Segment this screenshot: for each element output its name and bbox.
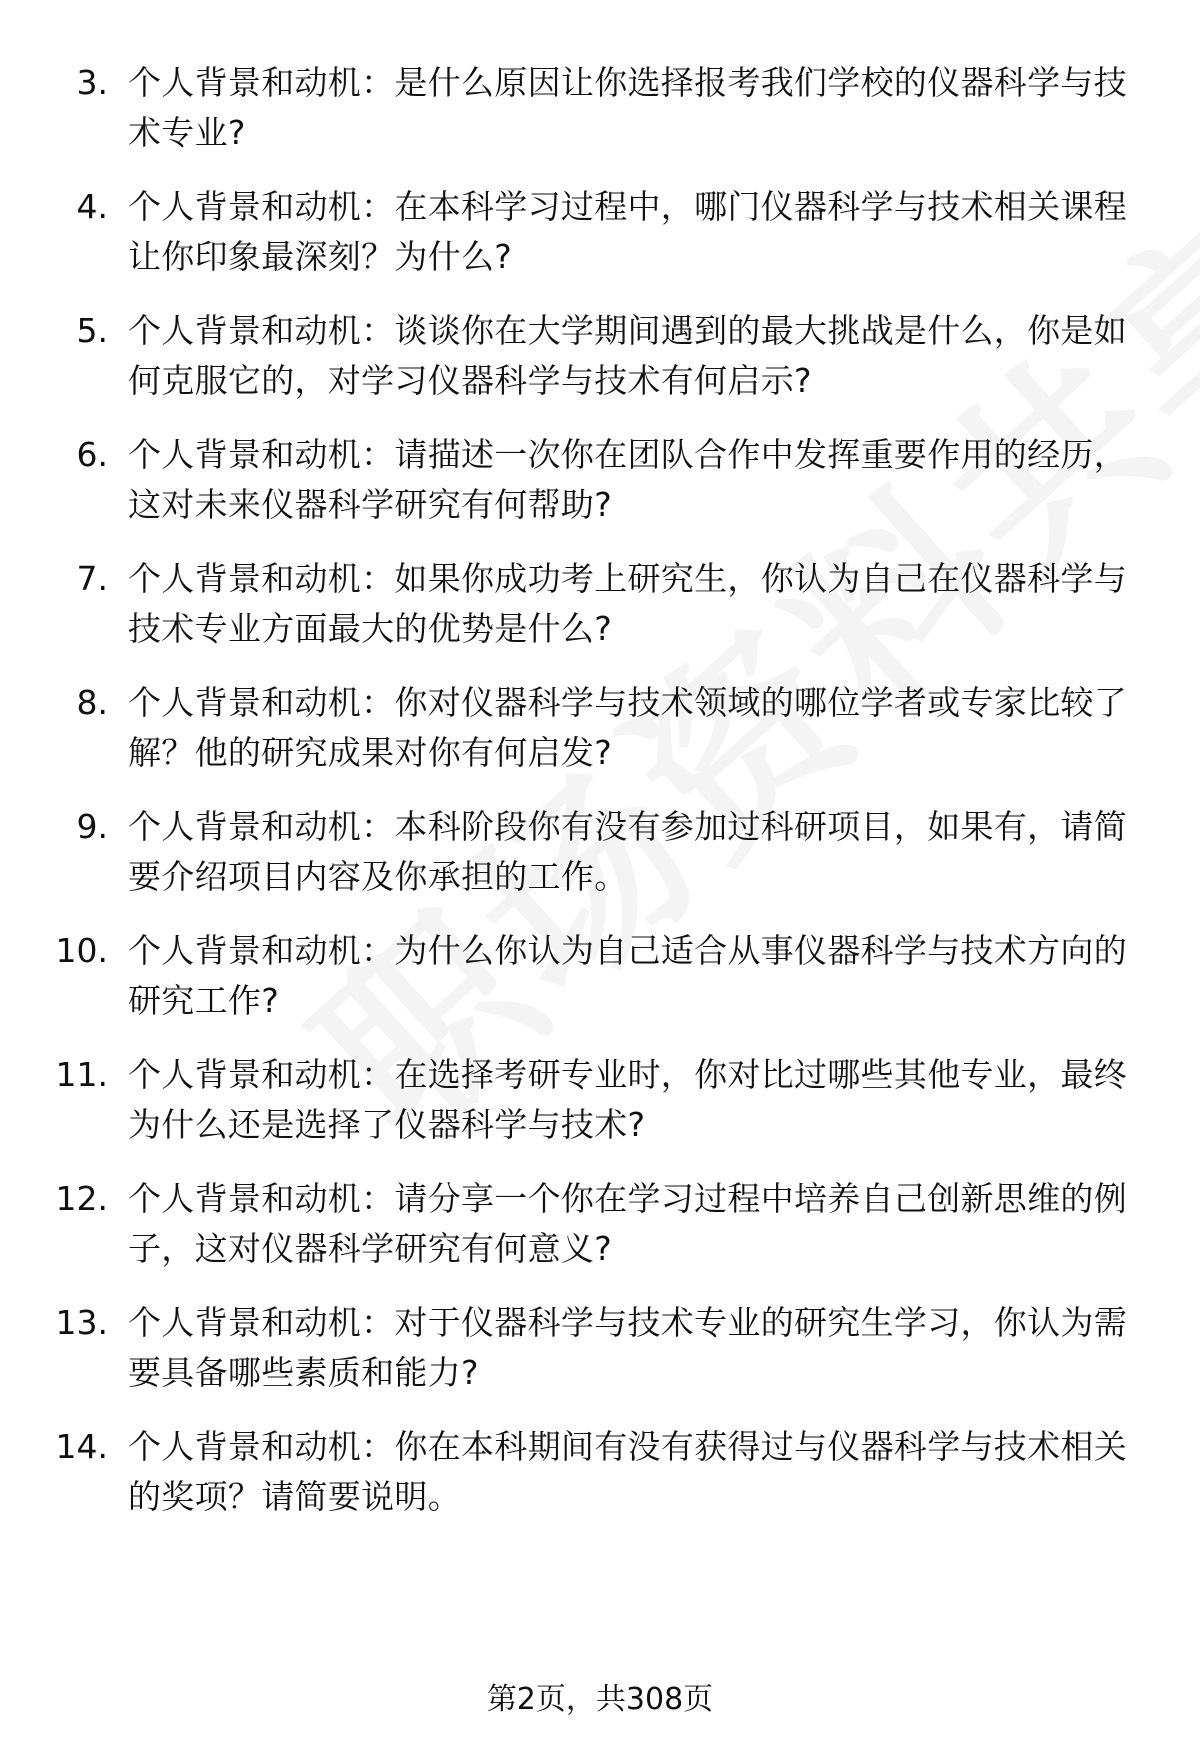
page-footer — [0, 1680, 1200, 1720]
question-number: 5. — [76, 311, 108, 350]
question-text: 个人背景和动机：请描述一次你在团队合作中发挥重要作用的经历，这对未来仪器科学研究有何帮助? — [128, 435, 1127, 524]
question-number: 4. — [76, 187, 108, 226]
question-number: 12. — [55, 1179, 108, 1218]
question-text: 个人背景和动机：谈谈你在大学期间遇到的最大挑战是什么，你是如何克服它的，对学习仪器科学与技术有何启示? — [128, 311, 1127, 400]
question-text: 个人背景和动机：请分享一个你在学习过程中培养自己创新思维的例子，这对仪器科学研究有何意义? — [128, 1179, 1127, 1268]
question-number: 8. — [76, 683, 108, 722]
list-item — [0, 306, 1200, 430]
question-text: 个人背景和动机：本科阶段你有没有参加过科研项目，如果有，请简要介绍项目内容及你承担的工作。 — [128, 807, 1127, 896]
question-number: 3. — [76, 63, 108, 102]
question-number: 14. — [55, 1427, 108, 1466]
question-text: 个人背景和动机：在本科学习过程中，哪门仪器科学与技术相关课程让你印象最深刻？为什么? — [128, 187, 1127, 276]
question-text: 个人背景和动机：是什么原因让你选择报考我们学校的仪器科学与技术专业? — [128, 63, 1127, 152]
list-item — [0, 926, 1200, 1050]
list-item — [0, 1050, 1200, 1174]
question-text: 个人背景和动机：你对仪器科学与技术领域的哪位学者或专家比较了解？他的研究成果对你有何启发? — [128, 683, 1127, 772]
question-text: 个人背景和动机：如果你成功考上研究生，你认为自己在仪器科学与技术专业方面最大的优势是什么? — [128, 559, 1127, 648]
question-number: 7. — [76, 559, 108, 598]
list-item — [0, 678, 1200, 802]
list-item — [0, 58, 1200, 182]
question-number: 6. — [76, 435, 108, 474]
list-item — [0, 1422, 1200, 1546]
question-text: 个人背景和动机：你在本科期间有没有获得过与仪器科学与技术相关的奖项？请简要说明。 — [128, 1427, 1127, 1516]
question-text: 个人背景和动机：为什么你认为自己适合从事仪器科学与技术方向的研究工作? — [128, 931, 1127, 1020]
list-item — [0, 1174, 1200, 1298]
list-item — [0, 802, 1200, 926]
question-text: 个人背景和动机：在选择考研专业时，你对比过哪些其他专业，最终为什么还是选择了仪器科学与技术? — [128, 1055, 1127, 1144]
question-number: 13. — [55, 1303, 108, 1342]
list-item — [0, 182, 1200, 306]
list-item — [0, 430, 1200, 554]
list-item — [0, 554, 1200, 678]
list-item — [0, 1298, 1200, 1422]
question-list — [0, 58, 1200, 1546]
question-text: 个人背景和动机：对于仪器科学与技术专业的研究生学习，你认为需要具备哪些素质和能力? — [128, 1303, 1127, 1392]
question-number: 10. — [55, 931, 108, 970]
question-number: 11. — [55, 1055, 108, 1094]
page-number: 第2页，共308页 — [486, 1682, 714, 1717]
question-number: 9. — [76, 807, 108, 846]
